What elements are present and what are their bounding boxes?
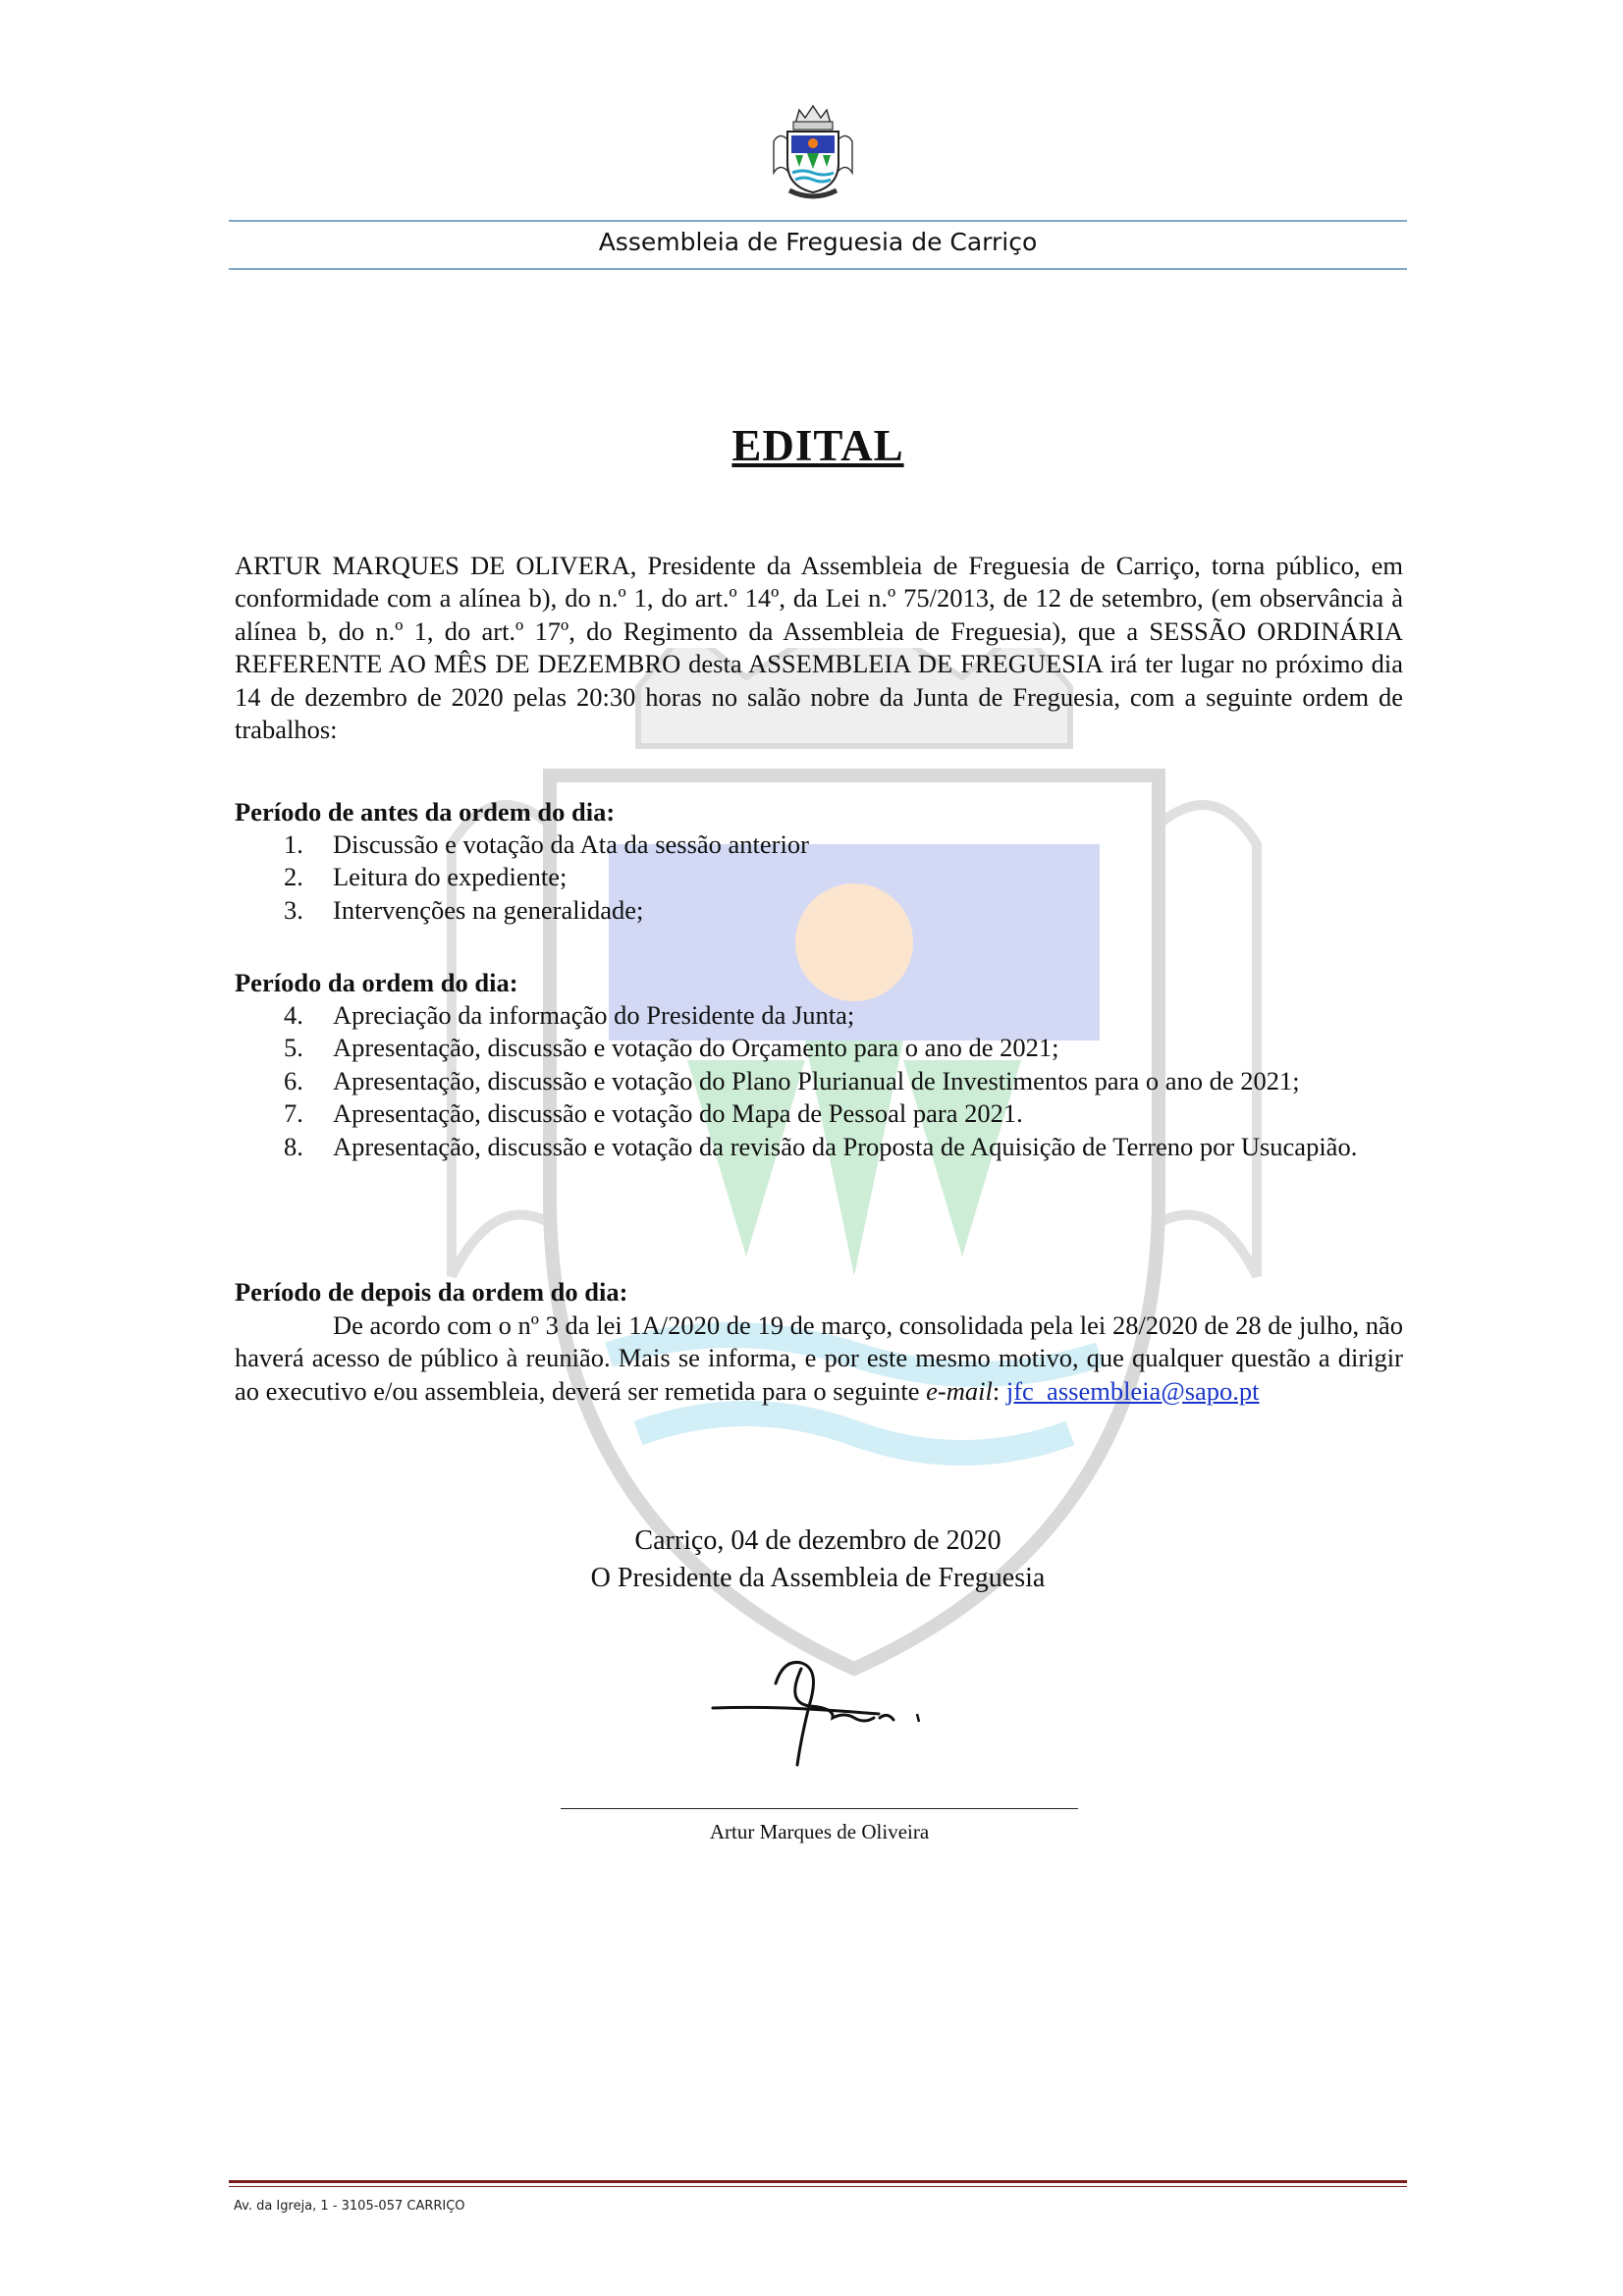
list-item-number: 3. [284, 894, 303, 925]
place-date: Carriço, 04 de dezembro de 2020 [634, 1525, 1001, 1556]
list-item-text: Leitura do expediente; [333, 862, 568, 892]
section-heading-after: Período de depois da ordem do dia: [235, 1277, 628, 1307]
list-item-text: Apresentação, discussão e votação da revisão da Proposta de Aquisição de Terreno por Usucapião. [333, 1131, 1358, 1161]
list-item-number: 8. [284, 1131, 303, 1161]
list-item [235, 1097, 1403, 1130]
list-item-text: Apreciação da informação do Presidente da Junta; [333, 1000, 855, 1030]
list-item-number: 5. [284, 1033, 303, 1063]
list-item-number: 1. [284, 829, 303, 859]
signer-name: Artur Marques de Oliveira [709, 1820, 930, 1843]
email-link[interactable]: jfc_assembleia@sapo.pt [1005, 1375, 1260, 1406]
list-item-number: 6. [284, 1065, 303, 1095]
list-item-number: 7. [284, 1098, 303, 1129]
footer-rule-thin [229, 2186, 1407, 2187]
list-item-text: Intervenções na generalidade; [333, 894, 644, 925]
list-item [235, 1065, 1403, 1097]
document-title: EDITAL [731, 421, 904, 470]
list-before [235, 828, 1403, 927]
signer-role: O Presidente da Assembleia de Freguesia [590, 1563, 1046, 1593]
handwritten-signature [707, 1649, 933, 1767]
list-item-text: Apresentação, discussão e votação do Plano Plurianual de Investimentos para o ano de 2021; [333, 1065, 1300, 1095]
list-item-number: 4. [284, 1000, 303, 1030]
list-item-text: Discussão e votação da Ata da sessão anterior [333, 829, 809, 859]
crest-logo [766, 102, 860, 200]
list-item [235, 894, 1403, 927]
list-item [235, 1131, 1403, 1163]
after-paragraph [235, 1309, 1403, 1408]
footer-rule-thick [229, 2180, 1407, 2183]
intro-paragraph: ARTUR MARQUES DE OLIVERA, Presidente da Assembleia de Freguesia de Carriço, torna público, em conformidade com a alínea b), do n.º 1, do art.º 14º, da Lei n.º 75/2013, de 12 de setembro, (em observância à alínea b, do n.º 1, do art.º 17º, do Regimento da Assembleia de Freguesia), que a SESSÃO ORDINÁRIA REFERENTE AO MÊS DE DEZEMBRO desta ASSEMBLEIA DE FREGUESIA irá ter lugar no próximo dia 14 de dezembro de 2020 pelas 20:30 horas no salão nobre da Junta de Freguesia, com a seguinte ordem de trabalhos: [235, 551, 1403, 745]
list-item [235, 1032, 1403, 1064]
header-rule-top [229, 220, 1407, 222]
list-item [235, 861, 1403, 893]
signature-line [561, 1808, 1078, 1809]
section-heading-before: Período de antes da ordem do dia: [235, 797, 616, 827]
list-order [235, 999, 1403, 1163]
list-item [235, 828, 1403, 861]
email-label: e-mail [926, 1375, 993, 1406]
footer-address: Av. da Igreja, 1 - 3105-057 CARRIÇO [234, 2199, 465, 2214]
section-heading-order: Período da ordem do dia: [235, 968, 518, 997]
header-rule-bottom [229, 268, 1407, 270]
after-paragraph-text: De acordo com o nº 3 da lei 1A/2020 de 19 de março, consolidada pela lei 28/2020 de 28 de julho, não haverá acesso de público à reunião. Mais se informa, e por este mesmo motivo, que qualquer questão a dirigir ao executivo e/ou assembleia, deverá ser remetida para o seguinte [235, 1310, 1403, 1406]
list-item-text: Apresentação, discussão e votação do Mapa de Pessoal para 2021. [333, 1098, 1023, 1129]
header-title: Assembleia de Freguesia de Carriço [598, 228, 1038, 256]
list-item-number: 2. [284, 862, 303, 892]
list-item [235, 999, 1403, 1032]
email-colon: : [992, 1375, 1001, 1406]
list-item-text: Apresentação, discussão e votação do Orçamento para o ano de 2021; [333, 1033, 1059, 1063]
